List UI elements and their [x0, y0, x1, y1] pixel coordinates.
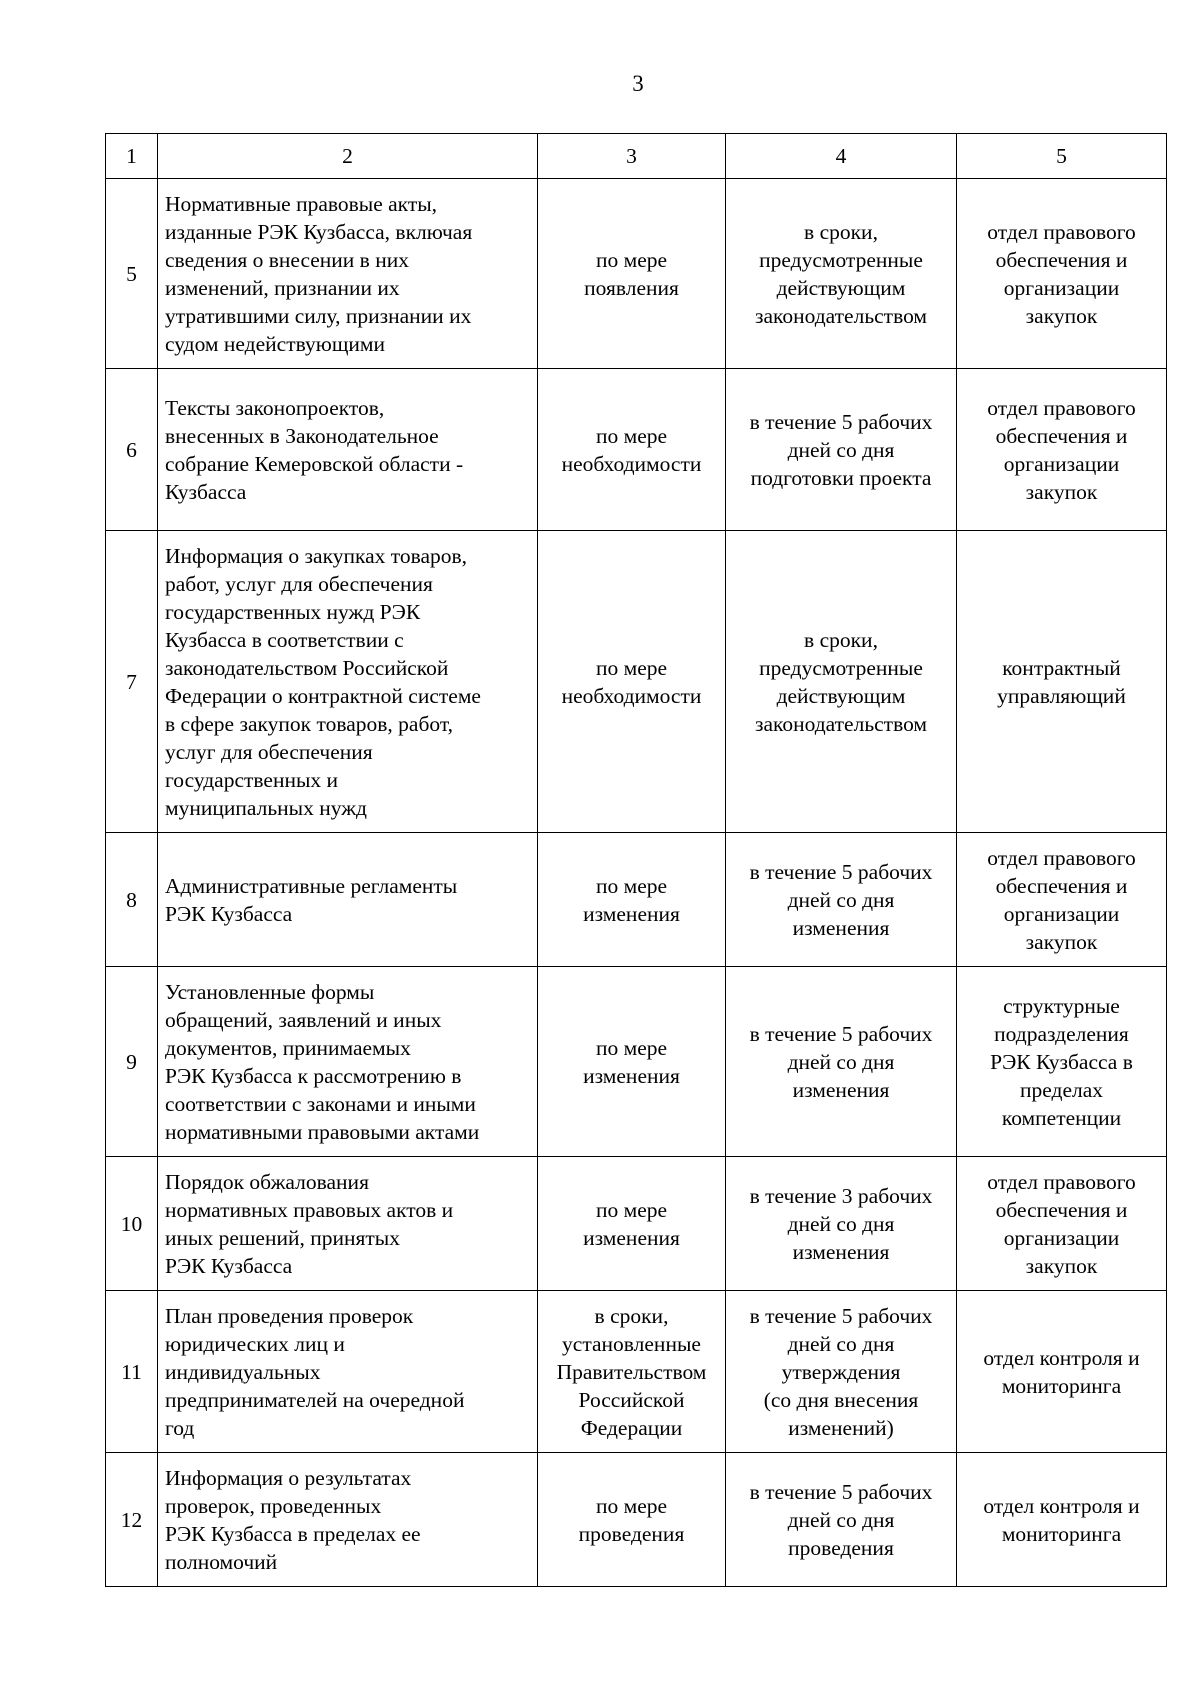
row-number-cell: 5	[106, 179, 158, 369]
table-row	[106, 833, 1167, 967]
responsible-cell: отдел контроля и мониторинга	[957, 1291, 1167, 1453]
row-number-cell: 12	[106, 1453, 158, 1587]
item-name-cell: Установленные формы обращений, заявлений и иных документов, принимаемых РЭК Кузбасса к рассмотрению в соответствии с законами и иными нормативными правовыми актами	[158, 967, 538, 1157]
table-row	[106, 1453, 1167, 1587]
table-body	[106, 134, 1167, 1587]
frequency-cell: в сроки, установленные Правительством Российской Федерации	[538, 1291, 726, 1453]
header-cell-5: 5	[957, 134, 1167, 179]
deadline-cell: в течение 5 рабочих дней со дня изменения	[726, 967, 957, 1157]
frequency-cell: по мере появления	[538, 179, 726, 369]
frequency-cell: по мере изменения	[538, 1157, 726, 1291]
table-row	[106, 1157, 1167, 1291]
row-number-cell: 6	[106, 369, 158, 531]
frequency-cell: по мере необходимости	[538, 531, 726, 833]
item-name-cell: Порядок обжалования нормативных правовых актов и иных решений, принятых РЭК Кузбасса	[158, 1157, 538, 1291]
deadline-cell: в сроки, предусмотренные действующим законодательством	[726, 531, 957, 833]
responsible-cell: контрактный управляющий	[957, 531, 1167, 833]
item-name-cell: Административные регламенты РЭК Кузбасса	[158, 833, 538, 967]
item-name-cell: Нормативные правовые акты, изданные РЭК Кузбасса, включая сведения о внесении в них изменений, признании их утратившими силу, признании их судом недействующими	[158, 179, 538, 369]
header-cell-2: 2	[158, 134, 538, 179]
table-header-row	[106, 134, 1167, 179]
item-name-cell: План проведения проверок юридических лиц и индивидуальных предпринимателей на очередной год	[158, 1291, 538, 1453]
deadline-cell: в течение 5 рабочих дней со дня изменения	[726, 833, 957, 967]
deadline-cell: в течение 3 рабочих дней со дня изменения	[726, 1157, 957, 1291]
responsible-cell: отдел правового обеспечения и организации закупок	[957, 369, 1167, 531]
responsible-cell: отдел правового обеспечения и организации закупок	[957, 179, 1167, 369]
responsible-cell: отдел контроля и мониторинга	[957, 1453, 1167, 1587]
deadline-cell: в сроки, предусмотренные действующим законодательством	[726, 179, 957, 369]
page-number: 3	[632, 71, 644, 96]
table-row	[106, 179, 1167, 369]
table-row	[106, 967, 1167, 1157]
row-number-cell: 9	[106, 967, 158, 1157]
row-number-cell: 11	[106, 1291, 158, 1453]
responsible-cell: отдел правового обеспечения и организации закупок	[957, 1157, 1167, 1291]
responsible-cell: структурные подразделения РЭК Кузбасса в пределах компетенции	[957, 967, 1167, 1157]
frequency-cell: по мере изменения	[538, 833, 726, 967]
row-number-cell: 7	[106, 531, 158, 833]
item-name-cell: Информация о закупках товаров, работ, услуг для обеспечения государственных нужд РЭК Кузбасса в соответствии с законодательством Российской Федерации о контрактной системе в сфере закупок товаров, работ, услуг для обеспечения государственных и муниципальных нужд	[158, 531, 538, 833]
header-cell-4: 4	[726, 134, 957, 179]
table-row	[106, 1291, 1167, 1453]
frequency-cell: по мере проведения	[538, 1453, 726, 1587]
deadline-cell: в течение 5 рабочих дней со дня подготовки проекта	[726, 369, 957, 531]
row-number-cell: 10	[106, 1157, 158, 1291]
information-table	[105, 133, 1167, 1587]
item-name-cell: Информация о результатах проверок, проведенных РЭК Кузбасса в пределах ее полномочий	[158, 1453, 538, 1587]
table-row	[106, 369, 1167, 531]
deadline-cell: в течение 5 рабочих дней со дня проведения	[726, 1453, 957, 1587]
header-cell-3: 3	[538, 134, 726, 179]
responsible-cell: отдел правового обеспечения и организации закупок	[957, 833, 1167, 967]
table-row	[106, 531, 1167, 833]
item-name-cell: Тексты законопроектов, внесенных в Законодательное собрание Кемеровской области - Кузбасса	[158, 369, 538, 531]
header-cell-1: 1	[106, 134, 158, 179]
row-number-cell: 8	[106, 833, 158, 967]
deadline-cell: в течение 5 рабочих дней со дня утверждения (со дня внесения изменений)	[726, 1291, 957, 1453]
frequency-cell: по мере необходимости	[538, 369, 726, 531]
frequency-cell: по мере изменения	[538, 967, 726, 1157]
